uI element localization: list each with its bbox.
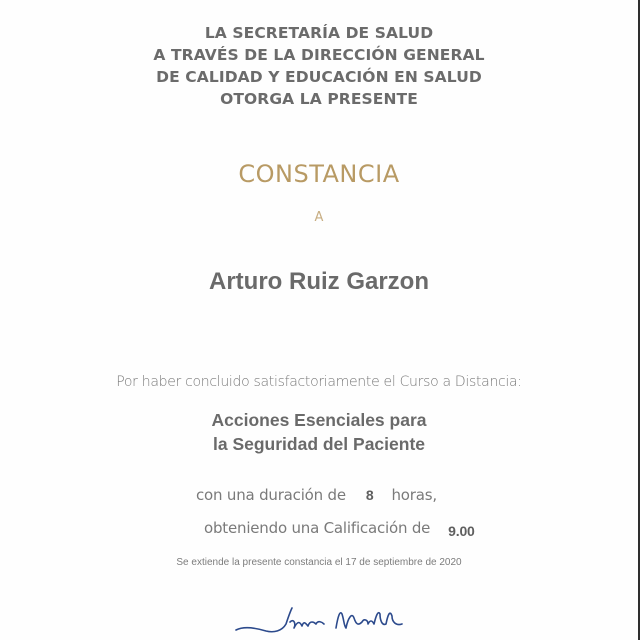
duration-line bbox=[196, 486, 437, 504]
course-name-line: la Seguridad del Paciente bbox=[212, 434, 426, 454]
certificate-title: CONSTANCIA bbox=[238, 160, 400, 188]
duration-prefix: con una duración de bbox=[196, 486, 346, 504]
header-line: LA SECRETARÍA DE SALUD bbox=[204, 24, 434, 42]
recipient-name: Arturo Ruiz Garzon bbox=[209, 268, 429, 295]
course-name-line: Acciones Esenciales para bbox=[211, 410, 427, 430]
intro-text: Por haber concluido satisfactoriamente el Curso a Distancia: bbox=[116, 374, 522, 390]
grade-prefix: obteniendo una Calificación de bbox=[204, 519, 431, 537]
grade-value: 9.00 bbox=[448, 523, 475, 539]
duration-suffix: horas, bbox=[391, 486, 437, 504]
duration-value: 8 bbox=[365, 487, 374, 503]
issue-date-text: Se extiende la presente constancia el 17 de septiembre de 2020 bbox=[176, 557, 462, 568]
to-label: A bbox=[314, 210, 324, 225]
signature-icon bbox=[232, 606, 412, 640]
course-name bbox=[0, 408, 638, 456]
header-line: DE CALIDAD Y EDUCACIÓN EN SALUD bbox=[156, 68, 482, 86]
header-line: OTORGA LA PRESENTE bbox=[220, 90, 418, 108]
header-line: A TRAVÉS DE LA DIRECCIÓN GENERAL bbox=[153, 46, 485, 64]
issuer-header bbox=[0, 22, 638, 110]
grade-line bbox=[204, 519, 475, 537]
